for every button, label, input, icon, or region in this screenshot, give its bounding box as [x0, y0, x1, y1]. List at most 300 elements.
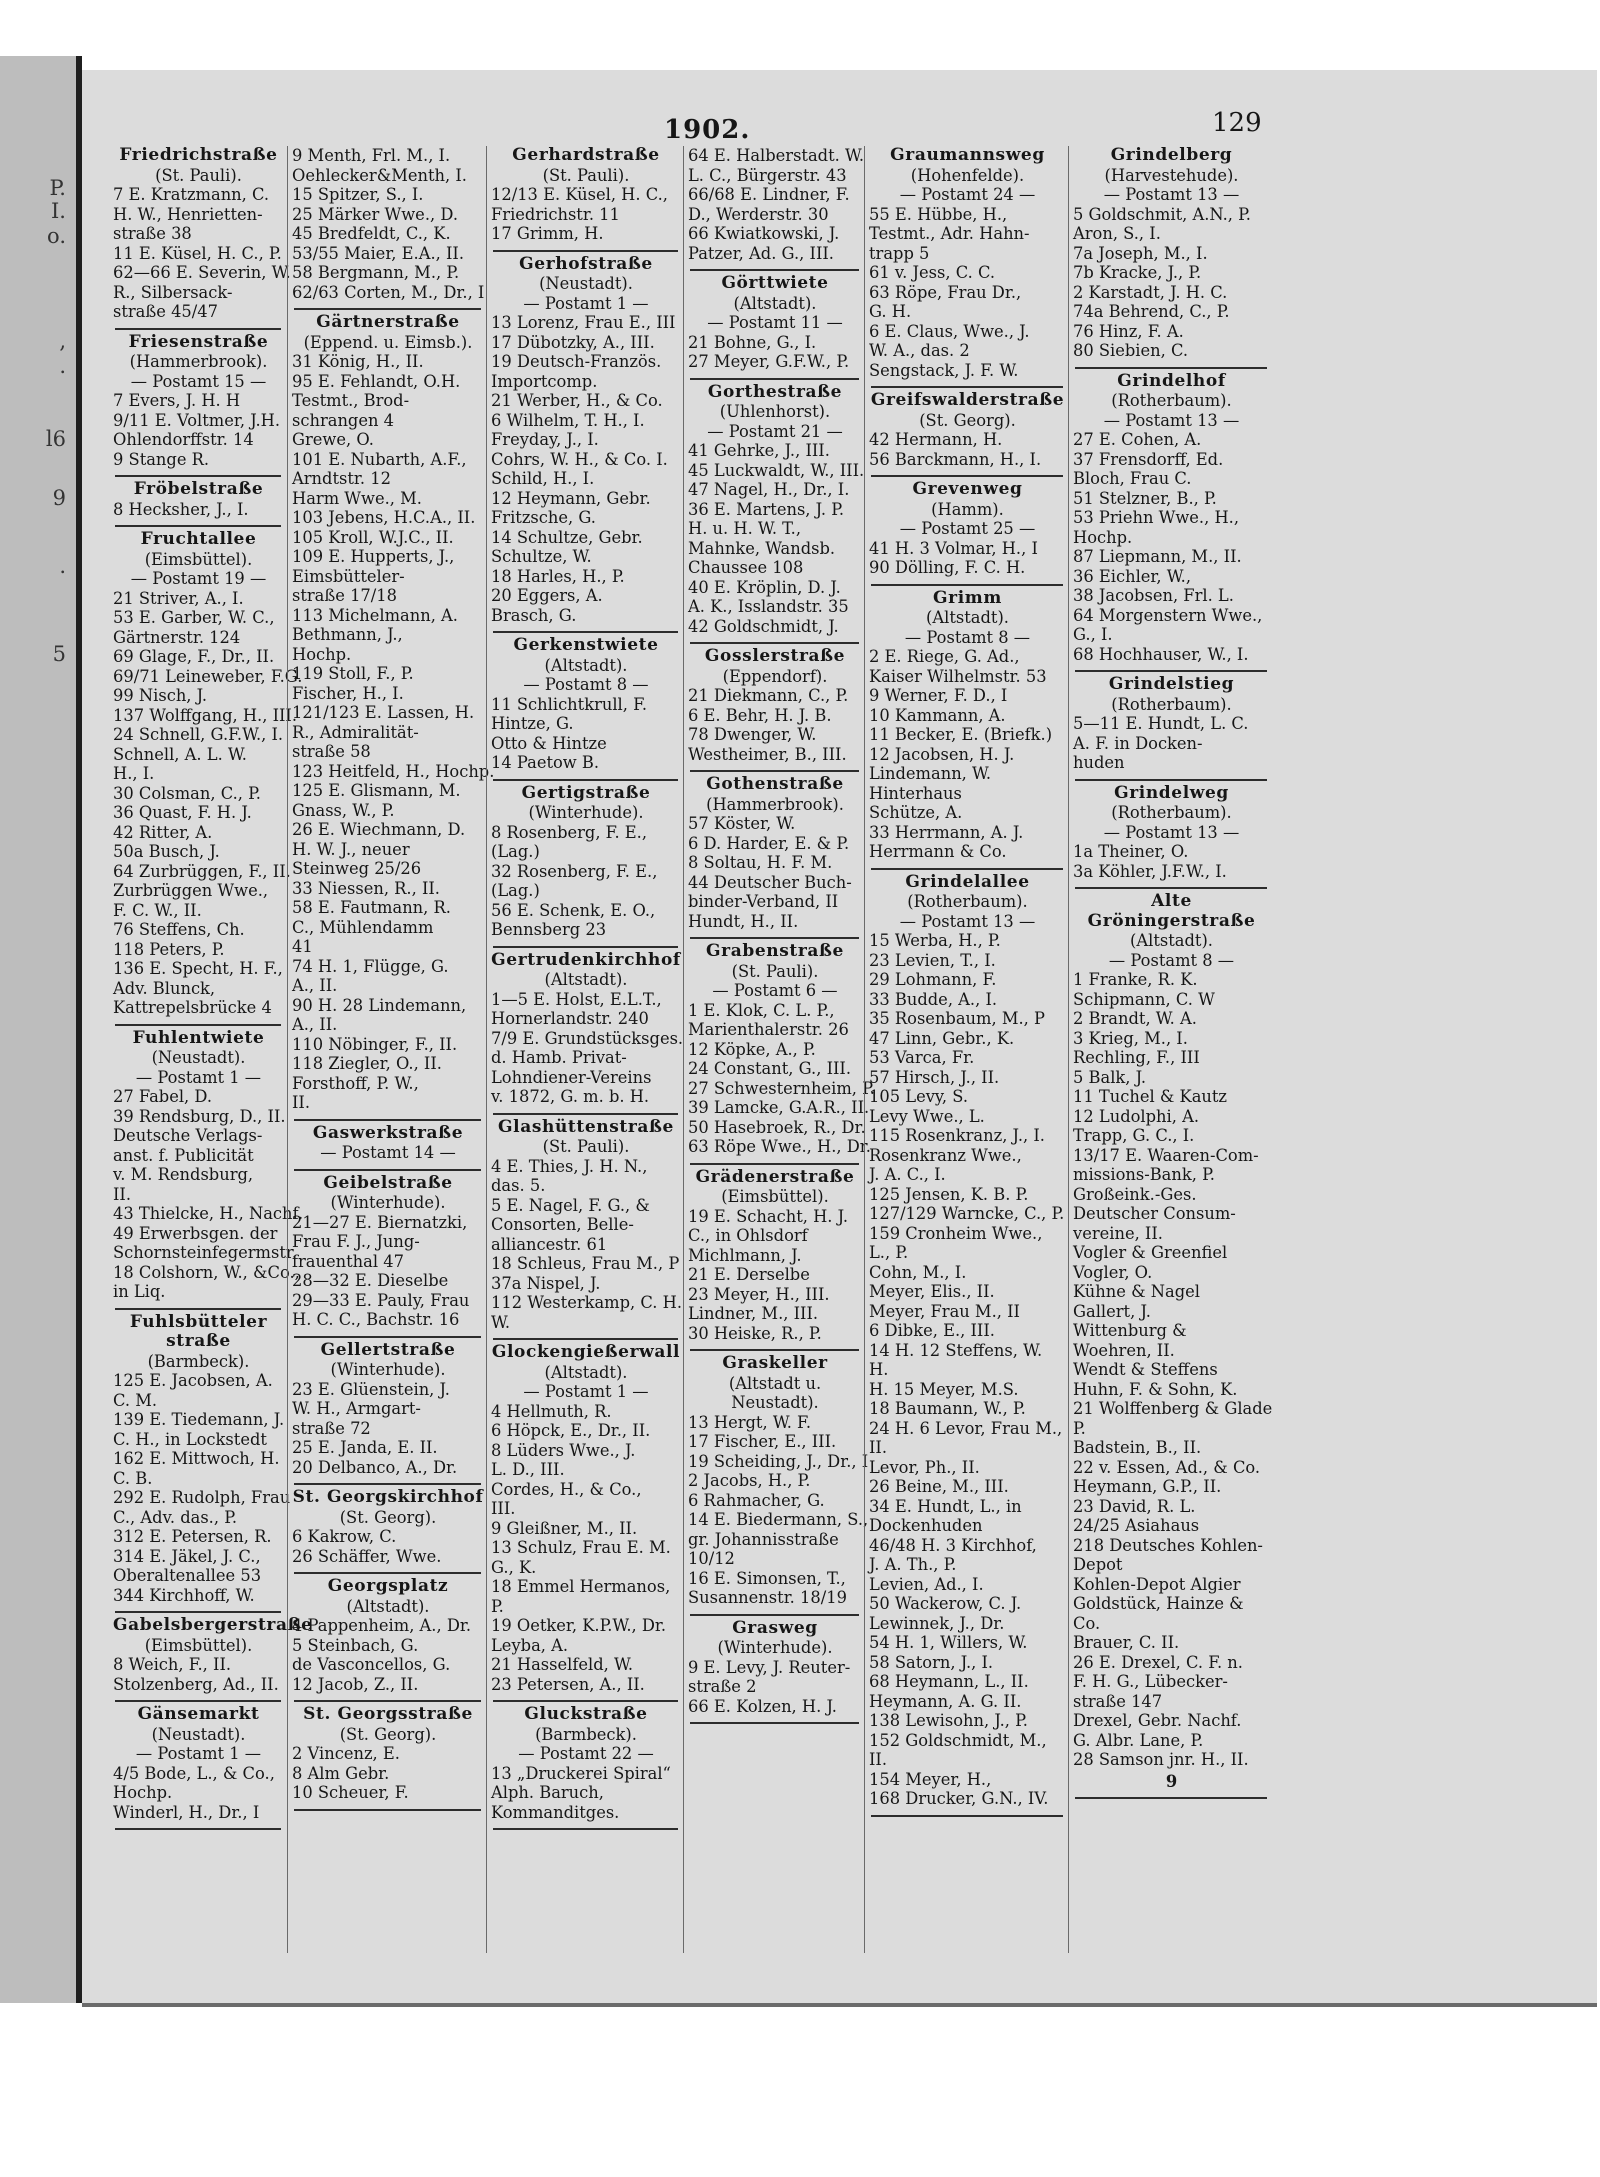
resident-line: 344 Kirchhoff, W. [113, 1585, 255, 1605]
resident-line: 125 E. Glismann, M. [292, 781, 461, 800]
resident-line: 9/11 E. Voltmer, J.H. [113, 410, 281, 430]
district: (St. Pauli). [542, 1137, 630, 1156]
resident-line: d. Hamb. Privat- [491, 1048, 627, 1067]
street-entry [487, 146, 684, 248]
resident-line: huden [1073, 753, 1125, 772]
street-entry [684, 1168, 865, 1348]
resident-line: 90 H. 28 Lindemann, [292, 995, 467, 1015]
district: (Eimsbüttel). [721, 1187, 829, 1206]
resident-line: Hochp. [113, 1783, 173, 1802]
postal-office: — Postamt 8 — [904, 627, 1031, 647]
resident-line: das. 5. [491, 1176, 546, 1195]
district: (Altstadt). [544, 655, 628, 675]
section-divider [690, 1163, 859, 1165]
street-entry [1069, 372, 1273, 669]
resident-line: Grewe, O. [292, 430, 374, 449]
resident-line: Schipmann, C. W [1073, 989, 1215, 1009]
resident-line: 66/68 E. Lindner, F. [688, 185, 850, 204]
page-year: 1902. [664, 115, 751, 145]
resident-line: C., in Ohlsdorf [688, 1226, 808, 1245]
street-column-3 [486, 146, 684, 1953]
resident-line: 9 Menth, Frl. M., I. [292, 146, 451, 165]
resident-line: Levor, Ph., II. [869, 1457, 980, 1477]
district: (Neustadt). [151, 1048, 246, 1067]
resident-line: 53 Priehn Wwe., H., [1073, 508, 1240, 527]
resident-line: 10/12 [688, 1549, 735, 1568]
district: (Altstadt). [926, 608, 1009, 627]
resident-line: 21 Diekmann, C., P. [688, 686, 849, 705]
resident-line: Kattrepelsbrücke 4 [113, 998, 272, 1017]
resident-line: 21 Striver, A., I. [113, 588, 244, 608]
resident-line: 112 Westerkamp, C. H. [491, 1293, 682, 1312]
resident-line: Brasch, G. [491, 605, 577, 625]
resident-line: Ohlendorffstr. 14 [113, 430, 254, 449]
resident-line: 101 E. Nubarth, A.F., [292, 449, 467, 469]
resident-line: 24/25 Asiahaus [1073, 1516, 1200, 1535]
resident-line: Schnell, A. L. W. [113, 744, 247, 764]
resident-line: frauenthal 47 [292, 1251, 404, 1271]
resident-line: 24 H. 6 Levor, Frau M., [869, 1418, 1063, 1438]
resident-line: Testmt., Adr. Hahn- [869, 224, 1030, 243]
resident-line: 12 Jacobsen, H. J. [869, 744, 1015, 764]
resident-line: 50a Busch, J. [113, 842, 220, 861]
resident-line: 14 Paetow B. [491, 753, 600, 772]
resident-line: 15 Spitzer, S., I. [292, 185, 424, 204]
street-name: Gothenstraße [706, 774, 844, 794]
resident-line: Cohn, M., I. [869, 1262, 967, 1282]
resident-line: Bennsberg 23 [491, 920, 607, 939]
resident-line: 11 Becker, E. (Briefk.) [869, 725, 1053, 744]
resident-line: 8 Rosenberg, F. E., [491, 822, 648, 842]
resident-line: A. F. in Docken- [1073, 733, 1203, 753]
resident-line: 23 David, R. L. [1073, 1496, 1196, 1516]
street-name: Gärtnerstraße [316, 312, 460, 332]
street-entry [487, 1705, 684, 1826]
resident-line: 292 E. Rudolph, Frau [113, 1488, 291, 1507]
resident-line: 152 Goldschmidt, M., [869, 1730, 1047, 1750]
resident-line: Bloch, Frau C. [1073, 469, 1192, 488]
resident-line: 62—66 E. Severin, W. [113, 263, 291, 282]
resident-line: 9 Gleißner, M., II. [491, 1518, 638, 1538]
resident-line: Drexel, Gebr. Nachf. [1073, 1711, 1242, 1730]
resident-line: Kaiser Wilhelmstr. 53 [869, 666, 1047, 686]
resident-line: 53/55 Maier, E.A., II. [292, 243, 465, 263]
edge-fragment: o. [47, 224, 66, 248]
resident-line: 69 Glage, F., Dr., II. [113, 647, 275, 666]
resident-line: Gärtnerstr. 124 [113, 627, 241, 647]
resident-line: Großeink.-Ges. [1073, 1184, 1197, 1204]
resident-line: 40 E. Kröplin, D. J. [688, 577, 841, 597]
resident-line: Westheimer, B., III. [688, 744, 847, 764]
resident-line: 38 Jacobsen, Frl. L. [1073, 586, 1234, 605]
resident-line: F. H. G., Lübecker- [1073, 1672, 1228, 1691]
resident-line: II. [869, 1750, 888, 1769]
resident-line: 2 Vincenz, E. [292, 1744, 400, 1763]
resident-line: 57 Hirsch, J., II. [869, 1067, 1000, 1087]
resident-line: 69/71 Leineweber, F.G. [113, 666, 303, 686]
street-entry [684, 647, 865, 768]
resident-line: 56 Barckmann, H., I. [869, 449, 1042, 469]
resident-line: Schultze, W. [491, 547, 592, 566]
resident-line: Stolzenberg, Ad., II. [113, 1674, 279, 1694]
resident-line: Leyba, A. [491, 1635, 569, 1655]
postal-office: — Postamt 21 — [707, 421, 843, 441]
district: (Rotherbaum). [1111, 694, 1232, 714]
resident-line: 24 Schnell, G.F.W., I. [113, 725, 284, 744]
resident-line: Vogler, O. [1073, 1262, 1153, 1282]
street-entry [288, 1488, 487, 1570]
street-entry [865, 873, 1069, 1813]
resident-line: 8 Hecksher, J., I. [113, 499, 249, 519]
street-name: Grindelhof [1117, 370, 1226, 391]
street-entry [1069, 784, 1273, 886]
resident-line: 14 E. Biedermann, S., [688, 1510, 869, 1529]
resident-line: straße 38 [113, 224, 192, 243]
resident-line: Oberaltenallee 53 [113, 1566, 262, 1585]
street-entry [487, 951, 684, 1111]
resident-line: 19 Scheiding, J., Dr., I [688, 1451, 869, 1471]
postal-office: — Postamt 13 — [899, 911, 1036, 931]
section-divider [871, 1815, 1063, 1817]
resident-line: 8 Alm Gebr. [292, 1763, 390, 1783]
resident-line: 34 E. Hundt, L., in [869, 1496, 1022, 1516]
resident-line: missions-Bank, P. [1073, 1165, 1215, 1184]
street-name: Görttwiete [721, 273, 829, 293]
resident-line: 21 Wolffenberg & Glade [1073, 1399, 1273, 1418]
resident-line: 23 Meyer, H., III. [688, 1284, 830, 1304]
resident-line: 21 Bohne, G., I. [688, 332, 817, 352]
left-page-edge [0, 56, 82, 2003]
resident-line: 36 Eichler, W., [1073, 566, 1192, 586]
district: (Barmbeck). [535, 1724, 637, 1744]
resident-line: Hintze, G. [491, 714, 574, 733]
district: (Rotherbaum). [1111, 391, 1232, 410]
resident-line: J. A. C., I. [869, 1165, 946, 1184]
resident-line: 9 E. Levy, J. Reuter- [688, 1657, 851, 1677]
resident-line: 30 Heiske, R., P. [688, 1323, 822, 1343]
street-name: Gerhofstraße [519, 253, 653, 274]
resident-line: P. [491, 1596, 504, 1616]
resident-line: II. [292, 1093, 311, 1112]
resident-line: 4 E. Thies, J. H. N., [491, 1156, 648, 1176]
resident-line: Huhn, F. & Sohn, K. [1073, 1379, 1238, 1399]
resident-line: Otto & Hintze [491, 733, 607, 753]
resident-line: Hinterhaus [869, 783, 962, 803]
edge-fragment: 9 [52, 486, 66, 510]
section-divider [294, 1700, 481, 1702]
edge-fragment: I. [51, 199, 66, 223]
district: (Hammerbrook). [129, 352, 268, 371]
resident-line: 43 Thielcke, H., Nachf. [113, 1204, 304, 1223]
resident-line: 11 E. Küsel, H. C., P. [113, 243, 282, 263]
resident-line: 7a Joseph, M., I. [1073, 243, 1208, 263]
resident-line: L., P. [869, 1243, 909, 1262]
street-name: Grimm [933, 587, 1002, 608]
district: (Neustadt). [539, 274, 633, 293]
resident-line: 90 Dölling, F. C. H. [869, 558, 1026, 577]
directory-page [82, 70, 1597, 2007]
resident-line: 4 Hellmuth, R. [491, 1401, 612, 1421]
resident-line: H. 15 Meyer, M.S. [869, 1379, 1019, 1399]
resident-line: 127/129 Warncke, C., P. [869, 1204, 1065, 1223]
resident-line: Co. [1073, 1613, 1101, 1633]
resident-line: 26 Schäffer, Wwe. [292, 1546, 442, 1566]
resident-line: W. A., das. 2 [869, 341, 970, 360]
resident-line: 68 Heymann, L., II. [869, 1672, 1029, 1691]
street-name: Grindelstieg [1108, 674, 1235, 694]
resident-line: 11 Schlichtkrull, F. [491, 694, 648, 714]
section-divider [1075, 887, 1267, 889]
resident-line: 7 E. Kratzmann, C. [113, 185, 270, 204]
postal-office: — Postamt 1 — [523, 1382, 649, 1401]
section-divider [871, 475, 1063, 477]
resident-line: 18 Baumann, W., P. [869, 1399, 1026, 1418]
resident-line: 19 Deutsch-Französ. [491, 352, 662, 371]
resident-line: 12 Jacob, Z., II. [292, 1674, 419, 1694]
district: (Uhlenhorst). [719, 402, 831, 421]
resident-line: 66 Kwiatkowski, J. [688, 224, 840, 243]
street-entry [684, 941, 875, 1161]
street-entry [109, 333, 287, 474]
resident-line: 50 Hasebroek, R., Dr. [688, 1117, 866, 1137]
resident-line: C., Adv. das., P. [113, 1507, 238, 1527]
street-name: Fruchtallee [140, 529, 257, 549]
street-entry [288, 1577, 487, 1698]
section-divider [1075, 670, 1267, 672]
district: (Altstadt). [1130, 931, 1213, 950]
resident-line: Forsthoff, P. W., [292, 1073, 419, 1093]
resident-line: H. u. H. W. T., [688, 519, 801, 538]
section-divider [294, 1572, 481, 1574]
resident-line: straße 45/47 [113, 302, 218, 321]
district: (Rotherbaum). [907, 892, 1028, 911]
resident-line: 8 Soltau, H. F. M. [688, 853, 833, 872]
resident-line: Herrmann & Co. [869, 842, 1007, 861]
resident-line: Arndtstr. 12 [292, 469, 391, 488]
street-name: Grasweg [732, 1617, 818, 1638]
resident-line: 63 Röpe, Frau Dr., [869, 282, 1022, 302]
resident-line: (Lag.) [491, 842, 540, 861]
resident-line: 113 Michelmann, A. [292, 605, 458, 625]
resident-line: 78 Dwenger, W. [688, 725, 817, 744]
resident-line: 39 Lamcke, G.A.R., II. [688, 1098, 870, 1117]
district: (St. Pauli). [731, 961, 819, 981]
section-divider [294, 1119, 481, 1121]
resident-line: 119 Stoll, F., P. [292, 664, 414, 683]
resident-line: straße 147 [1073, 1691, 1163, 1711]
resident-line: 15 Werba, H., P. [869, 931, 1001, 950]
section-divider [871, 584, 1063, 586]
resident-line: Schornsteinfegermstr. [113, 1243, 298, 1262]
street-entry [109, 480, 287, 523]
resident-line: 13 Schulz, Frau E. M. [491, 1538, 671, 1557]
resident-line: Hundt, H., II. [688, 911, 799, 931]
district: (St. Georg). [339, 1724, 437, 1744]
resident-line: (Lag.) [491, 881, 540, 900]
resident-line: 41 [292, 937, 313, 956]
resident-line: 23 Petersen, A., II. [491, 1674, 645, 1694]
resident-line: 103 Jebens, H.C.A., II. [292, 508, 476, 527]
resident-line: 6 E. Behr, H. J. B. [688, 705, 832, 725]
section-divider [493, 631, 678, 633]
resident-line: 10 Scheuer, F. [292, 1783, 409, 1802]
resident-line: 56 E. Schenk, E. O., [491, 900, 656, 920]
resident-line: schrangen 4 [292, 410, 395, 430]
resident-line: 42 Hermann, H. [869, 430, 1003, 449]
resident-line: 20 Delbanco, A., Dr. [292, 1457, 458, 1477]
section-divider [1075, 367, 1267, 369]
resident-line: 12 Ludolphi, A. [1073, 1106, 1200, 1126]
resident-line: Wittenburg & [1073, 1321, 1187, 1340]
resident-line: Sengstack, J. F. W. [869, 360, 1019, 380]
resident-line: 159 Cronheim Wwe., [869, 1223, 1043, 1243]
district: (St. Pauli). [155, 165, 242, 185]
street-name: Gerhardstraße [512, 145, 660, 165]
street-entry [487, 1118, 684, 1337]
resident-line: 16 E. Simonsen, T., [688, 1568, 846, 1588]
resident-line: 109 E. Hupperts, J., [292, 547, 455, 566]
street-name: Graumannsweg [890, 145, 1045, 165]
resident-line: Rosenkranz Wwe., [869, 1145, 1022, 1165]
postal-office: — Postamt 1 — [135, 1744, 262, 1763]
resident-line: 35 Rosenbaum, M., P [869, 1009, 1045, 1028]
resident-line: 136 E. Specht, H. F., [113, 959, 283, 978]
section-divider [493, 250, 678, 252]
district: (Eimsbüttel). [144, 549, 253, 569]
resident-line: 87 Liepmann, M., II. [1073, 547, 1242, 566]
street-entry [865, 480, 1069, 582]
resident-line: 21 Werber, H., & Co. [491, 391, 663, 410]
resident-line: 28—32 E. Dieselbe [292, 1271, 449, 1290]
street-entry [109, 1615, 313, 1698]
resident-line: straße 72 [292, 1418, 371, 1438]
resident-line: de Vasconcellos, G. [292, 1655, 451, 1674]
edge-fragment: 5 [52, 642, 66, 666]
resident-line: 62/63 Corten, M., Dr., I [292, 282, 485, 302]
resident-line: 29—33 E. Pauly, Frau [292, 1290, 470, 1310]
resident-line: Dockenhuden [869, 1516, 983, 1535]
resident-line: Meyer, Frau M., II [869, 1301, 1020, 1321]
resident-line: 31 König, H., II. [292, 352, 424, 371]
resident-line: Bethmann, J., [292, 625, 403, 644]
resident-line: Schütze, A. [869, 803, 963, 822]
resident-line: 125 E. Jacobsen, A. [113, 1371, 273, 1390]
resident-line: gr. Johannisstraße [688, 1529, 839, 1549]
resident-line: Depot [1073, 1555, 1123, 1574]
street-name: Glockengießerwall [491, 1342, 681, 1362]
resident-line: Lindner, M., III. [688, 1304, 819, 1323]
resident-line: Cordes, H., & Co., [491, 1479, 642, 1499]
section-divider [115, 328, 281, 330]
postal-office: — Postamt 1 — [135, 1067, 262, 1087]
postal-office: — Postamt 24 — [899, 185, 1036, 204]
resident-line: 26 Beine, M., III. [869, 1477, 1009, 1496]
resident-line: Oehlecker&Menth, I. [292, 165, 467, 185]
street-entry [1069, 892, 1273, 1795]
resident-line: 19 Oetker, K.P.W., Dr. [491, 1616, 667, 1635]
district: (Altstadt). [733, 293, 817, 313]
resident-line: Kommanditges. [491, 1802, 620, 1822]
resident-line: Levien, Ad., I. [869, 1574, 984, 1594]
resident-line: 115 Rosenkranz, J., I. [869, 1126, 1045, 1145]
resident-line: 6 Rahmacher, G. [688, 1490, 825, 1510]
resident-line: Harm Wwe., M. [292, 488, 422, 508]
resident-line: 162 E. Mittwoch, H. [113, 1449, 280, 1468]
resident-line: Gnass, W., P. [292, 800, 395, 820]
resident-line: Deutsche Verlags- [113, 1126, 263, 1145]
street-name: Alte Gröningerstraße [1087, 891, 1256, 931]
street-entry [865, 146, 1069, 384]
section-divider [115, 525, 281, 527]
resident-line: 11 Tuchel & Kautz [1073, 1087, 1228, 1106]
resident-line: 53 E. Garber, W. C., [113, 608, 275, 627]
resident-line: 13 „Druckerei Spiral“ [491, 1763, 671, 1783]
section-divider [115, 475, 281, 477]
resident-line: Meyer, Elis., II. [869, 1282, 995, 1301]
street-entry [288, 1341, 487, 1482]
resident-line: 5 Steinbach, G. [292, 1635, 419, 1655]
resident-line: Zurbrüggen Wwe., [113, 881, 269, 900]
section-divider [690, 1614, 859, 1616]
street-column-5 [864, 146, 1069, 1953]
section-divider [690, 1722, 859, 1724]
postal-office: — Postamt 13 — [1103, 822, 1240, 842]
resident-line: Kohlen-Depot Algier [1073, 1574, 1241, 1594]
resident-line: 12/13 E. Küsel, H. C., [491, 185, 668, 204]
street-column-6 [1068, 146, 1273, 1953]
street-name: Gaswerkstraße [312, 1122, 464, 1143]
section-divider [493, 1700, 678, 1702]
resident-line: F. C. W., II. [113, 900, 202, 920]
postal-office: — Postamt 13 — [1103, 410, 1240, 430]
resident-line: Woehren, II. [1073, 1340, 1175, 1360]
district: (Winterhude). [717, 1638, 833, 1657]
resident-line: Fritzsche, G. [491, 508, 596, 527]
postal-office: — Postamt 1 — [523, 293, 649, 313]
resident-line: 105 Levy, S. [869, 1087, 969, 1106]
resident-line: 61 v. Jess, C. C. [869, 263, 996, 282]
district: (Eppend. u. Eimsb.). [303, 332, 473, 352]
district: (Harvestehude). [1104, 165, 1239, 185]
district: (Winterhude). [330, 1360, 446, 1379]
resident-line: 19 E. Schacht, H. J. [688, 1206, 849, 1226]
resident-line: Heymann, G.P., II. [1073, 1477, 1222, 1496]
resident-line: 8 Lüders Wwe., J. [491, 1440, 636, 1460]
resident-line: A. K., Isslandstr. 35 [688, 597, 849, 616]
resident-line: 42 Ritter, A. [113, 822, 213, 842]
resident-line: 68 Hochhauser, W., I. [1073, 644, 1249, 664]
resident-line: 45 Bredfeldt, C., K. [292, 224, 451, 243]
postal-office: — Postamt 6 — [712, 981, 838, 1000]
resident-line: alliancestr. 61 [491, 1234, 608, 1254]
street-name: Gerkenstwiete [513, 635, 659, 655]
resident-line: 121/123 E. Lassen, H. [292, 703, 475, 722]
resident-line: 76 Steffens, Ch. [113, 920, 245, 939]
resident-line: 64 Morgenstern Wwe., [1073, 605, 1263, 625]
resident-line: 1—5 E. Holst, E.L.T., [491, 989, 662, 1009]
postal-office: — Postamt 8 — [1108, 950, 1235, 970]
resident-line: 12 Köpke, A., P. [688, 1039, 816, 1059]
resident-line: 37a Nispel, J. [491, 1273, 601, 1293]
resident-line: 9 Werner, F. D., I [869, 686, 1008, 705]
street-name: Grevenweg [912, 479, 1023, 499]
street-entry [684, 1619, 865, 1721]
street-name: Gänsemarkt [137, 1704, 260, 1724]
resident-line: Schild, H., I. [491, 469, 595, 488]
district: (Eimsbüttel). [144, 1635, 253, 1655]
postal-office: — Postamt 14 — [320, 1143, 456, 1162]
resident-line: Susannenstr. 18/19 [688, 1588, 847, 1607]
